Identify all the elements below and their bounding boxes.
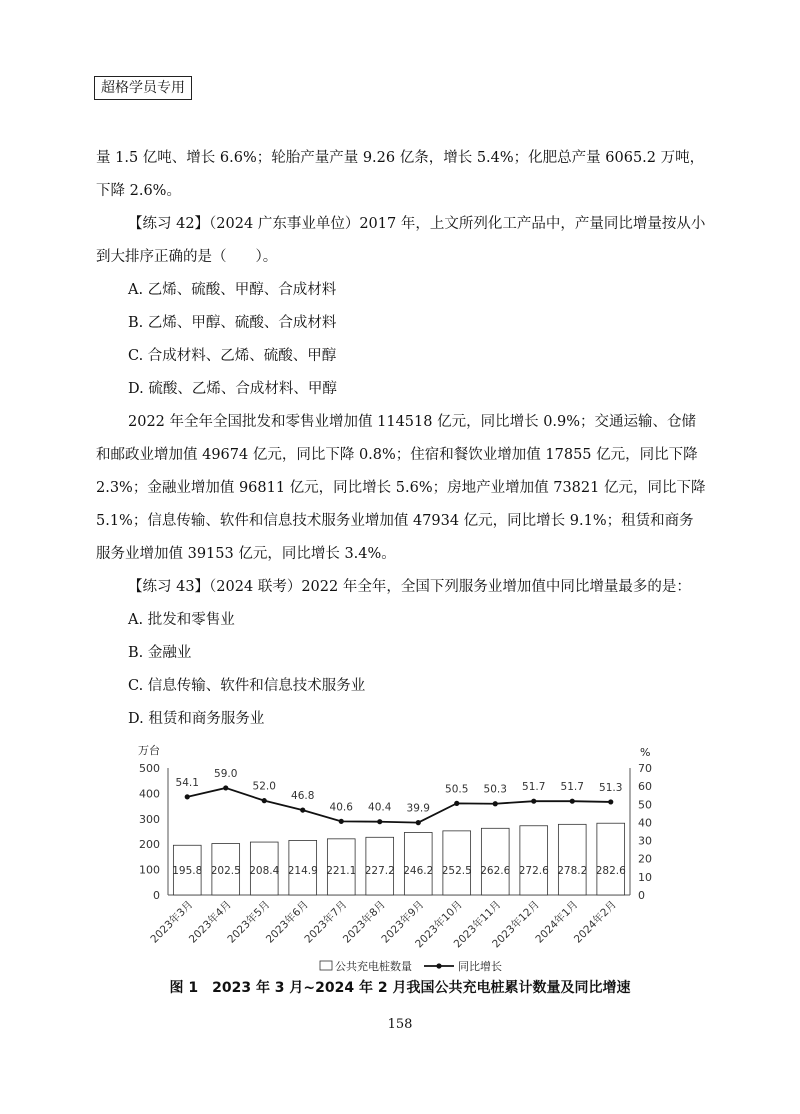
bar-value-label: 252.5 (441, 865, 472, 877)
bar-value-label: 202.5 (210, 865, 241, 877)
x-tick-label: 2023年3月 (148, 898, 196, 946)
bar-value-label: 278.2 (557, 865, 588, 877)
growth-point (300, 807, 305, 812)
bar-value-label: 262.6 (480, 865, 511, 877)
right-axis-title: % (640, 746, 651, 759)
growth-value-label: 46.8 (291, 790, 315, 803)
left-tick-label: 0 (153, 889, 160, 902)
bar-value-label: 272.6 (518, 865, 549, 877)
growth-point (185, 794, 190, 799)
growth-point (531, 799, 536, 804)
left-tick-label: 300 (139, 812, 160, 826)
x-tick-label: 2023年12月 (490, 898, 542, 951)
bar-value-label: 282.6 (595, 865, 626, 877)
x-tick-label: 2023年5月 (225, 898, 273, 946)
left-tick-label: 200 (139, 838, 160, 852)
x-tick-label: 2023年7月 (302, 898, 350, 946)
growth-value-label: 51.7 (560, 781, 584, 794)
paragraph-services: 2022 年全年全国批发和零售业增加值 114518 亿元，同比增长 0.9%；交通运输、仓储和邮政业增加值 49674 亿元，同比下降 0.8%；住宿和餐饮业增加值 17855 亿元，同比下降 2.3%；金融业增加值 96811 亿元，同比增长 5.6%；房地产业增加值 73821 亿元，同比下降 5.1%；信息传输、软件和信息技术服务业增加值 47934 亿元，同比增长 9.1%；租赁和商务服务业增加值 39153 亿元，同比增长 3.4%。 (96, 414, 706, 562)
growth-point (377, 819, 382, 824)
question-43: 【练习 43】（2024 联考）2022 年全年，全国下列服务业增加值中同比增量最多的是： (128, 579, 691, 595)
x-tick-label: 2024年1月 (533, 898, 581, 946)
charging-pile-chart (128, 744, 688, 994)
bar (520, 826, 548, 895)
bar (558, 824, 586, 895)
growth-value-label: 54.1 (175, 776, 199, 789)
right-tick-label: 40 (638, 816, 652, 830)
growth-point (608, 799, 613, 804)
bar (404, 832, 432, 895)
left-tick-label: 400 (139, 787, 160, 801)
growth-value-label: 50.3 (483, 783, 507, 796)
paragraph-continued: 量 1.5 亿吨、增长 6.6%；轮胎产量产量 9.26 亿条，增长 5.4%；化肥总产量 6065.2 万吨，下降 2.6%。 (96, 150, 705, 199)
bar-value-label: 208.4 (249, 865, 280, 877)
chart-svg (128, 744, 688, 994)
growth-point (223, 785, 228, 790)
bar-value-label: 246.2 (403, 865, 434, 877)
growth-value-label: 59.0 (214, 767, 238, 780)
q42-option-d: D. 硫酸、乙烯、合成材料、甲醇 (128, 381, 337, 397)
growth-point (416, 820, 421, 825)
bar (597, 823, 625, 895)
bar-value-label: 221.1 (326, 865, 357, 877)
growth-line (187, 788, 611, 823)
right-tick-label: 30 (638, 834, 652, 848)
growth-point (570, 799, 575, 804)
x-tick-label: 2023年4月 (186, 898, 234, 946)
right-tick-label: 60 (638, 780, 652, 794)
page-number: 158 (387, 1017, 413, 1032)
q42-option-a: A. 乙烯、硫酸、甲醇、合成材料 (128, 282, 337, 298)
bar (443, 831, 471, 895)
growth-point (493, 801, 498, 806)
growth-value-label: 51.3 (599, 781, 623, 794)
q42-option-b: B. 乙烯、甲醇、硫酸、合成材料 (128, 315, 337, 331)
bar (481, 828, 509, 895)
x-tick-label: 2024年2月 (571, 898, 619, 946)
q42-option-c: C. 合成材料、乙烯、硫酸、甲醇 (128, 348, 337, 364)
growth-value-label: 40.4 (368, 801, 392, 814)
legend-line-label: 同比增长 (458, 960, 502, 973)
left-axis-title: 万台 (138, 744, 160, 757)
q43-option-c: C. 信息传输、软件和信息技术服务业 (128, 678, 366, 694)
page-body (96, 142, 708, 736)
right-tick-label: 50 (638, 798, 652, 812)
legend-bar-label: 公共充电桩数量 (335, 960, 412, 973)
growth-value-label: 39.9 (406, 802, 430, 815)
left-tick-label: 100 (139, 863, 160, 877)
growth-value-label: 40.6 (329, 801, 353, 814)
legend-bar-swatch (320, 961, 332, 970)
q43-option-d: D. 租赁和商务服务业 (128, 711, 265, 727)
right-tick-label: 70 (638, 762, 652, 775)
x-tick-label: 2023年8月 (340, 898, 388, 946)
growth-point (339, 819, 344, 824)
right-tick-label: 0 (638, 889, 645, 902)
x-tick-label: 2023年9月 (379, 898, 427, 946)
figure-caption: 图 1 2023 年 3 月~2024 年 2 月我国公共充电桩累计数量及同比增速 (169, 980, 631, 996)
x-tick-label: 2023年11月 (451, 898, 504, 951)
x-tick-label: 2023年10月 (413, 898, 465, 951)
bar-value-label: 227.2 (364, 865, 395, 877)
growth-value-label: 52.0 (252, 780, 276, 793)
growth-point (262, 798, 267, 803)
bar-value-label: 195.8 (172, 865, 203, 877)
growth-value-label: 51.7 (522, 781, 546, 794)
right-tick-label: 20 (638, 852, 652, 866)
growth-value-label: 50.5 (445, 783, 469, 796)
q43-option-b: B. 金融业 (128, 645, 192, 661)
exclusive-stamp: 超格学员专用 (94, 76, 192, 100)
question-42: 【练习 42】（2024 广东事业单位）2017 年，上文所列化工产品中，产量同比增量按从小到大排序正确的是（ ）。 (96, 216, 706, 265)
left-tick-label: 500 (139, 762, 160, 775)
x-tick-label: 2023年6月 (263, 898, 311, 946)
legend-line-marker (436, 963, 441, 968)
right-tick-label: 10 (638, 870, 652, 884)
growth-point (454, 801, 459, 806)
bar-value-label: 214.9 (287, 865, 318, 877)
q43-option-a: A. 批发和零售业 (128, 612, 235, 628)
